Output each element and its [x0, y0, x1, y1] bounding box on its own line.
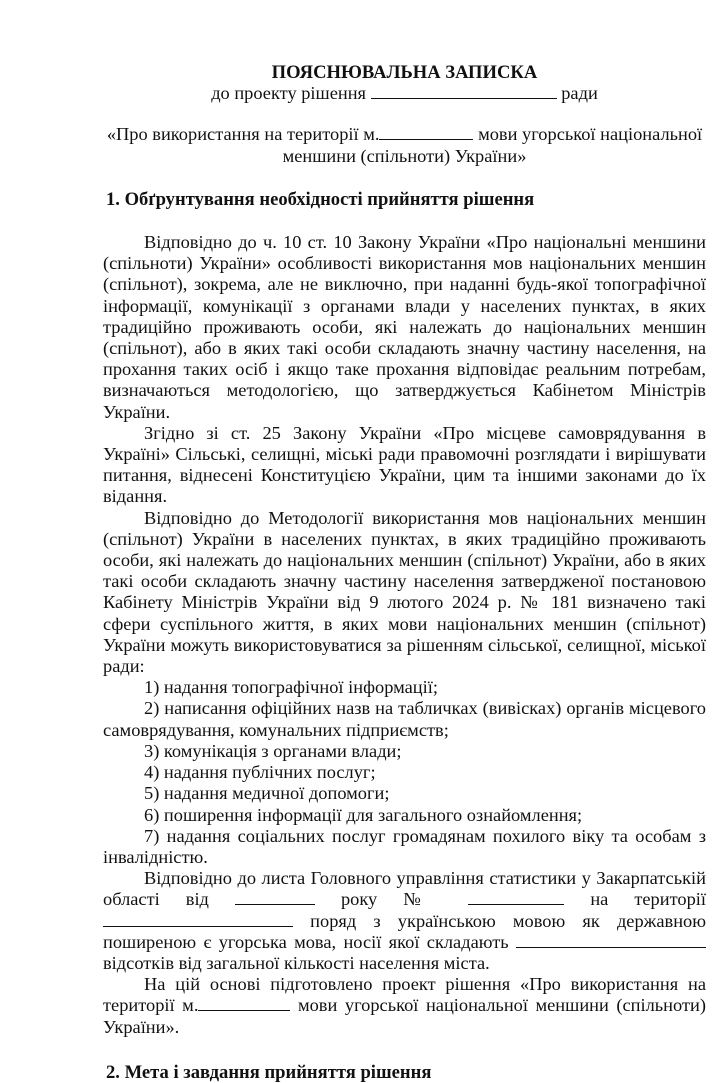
section1-heading: 1. Обґрунтування необхідності прийняття рішення — [106, 188, 535, 210]
final-text-2: мови угорської національної меншини (спільноти) України». — [103, 995, 706, 1037]
final-paragraph — [103, 974, 706, 1038]
document-subject — [103, 124, 706, 166]
paragraph: Відповідно до Методології використання мов національних меншин (спільнот) України в населених пунктах, в яких традиційно проживають особи, які належать до національних меншин (спільнот) України, або в яких такі особи складають значну частину населення затвердженої постановою Кабінету Міністрів України від 9 лютого 2024 р. № 181 визначено такі сфери суспільного життя, в яких мови національних меншин (спільнот) України можуть використовуватися за рішенням сільської, селищної, міської ради: — [103, 507, 706, 677]
document-subtitle — [103, 83, 706, 104]
list-item: 2) написання офіційних назв на табличках (вивісках) органів місцевого самоврядування, комунальних підприємств; — [103, 698, 706, 740]
city-blank-2 — [198, 995, 290, 1011]
council-blank — [371, 83, 557, 99]
subtitle-before: до проекту рішення — [211, 83, 367, 104]
paragraph: Відповідно до ч. 10 ст. 10 Закону України «Про національні меншини (спільноти) України» особливості використання мов національних меншин (спільнот), зокрема, але не виключно, при наданні будь-якої топографічної інформації, комунікації з органами влади у населених пунктах, в яких традиційно проживають особи, які належать до національних меншин (спільнот), або в яких такі особи складають значну частину населення, на прохання таких осіб і якщо таке прохання відповідає реальним потребам, визначаються методологією, що затверджується Кабінетом Міністрів України. — [103, 232, 706, 422]
stat-text-4: поряд з українською мовою як державною поширеною є угорська мова, носії якої складають — [103, 910, 706, 952]
stat-text-5: відсотків від загальної кількості населення міста. — [103, 952, 490, 973]
number-blank — [468, 889, 564, 905]
document-page — [103, 62, 706, 1083]
list-item: 7) надання соціальних послуг громадянам похилого віку та особам з інвалідністю. — [103, 825, 706, 867]
list-item: 6) поширення інформації для загального ознайомлення; — [144, 804, 583, 825]
section1-body — [103, 232, 706, 1038]
subject-before: «Про використання на території м. — [106, 124, 380, 145]
stat-text-2: року № — [340, 889, 443, 910]
percent-blank — [516, 932, 706, 948]
stat-text-3: на території — [590, 889, 706, 910]
territory-blank — [103, 911, 293, 927]
date-blank — [235, 889, 315, 905]
list-item: 4) надання публічних послуг; — [144, 762, 376, 783]
list-item: 5) надання медичної допомоги; — [144, 783, 390, 804]
final-text-1: На цій основі підготовлено проект рішення «Про використання на території м. — [103, 974, 706, 1016]
subject-after: мови угорської національної меншини (спільноти) України» — [282, 124, 703, 166]
paragraph: Згідно зі ст. 25 Закону України «Про місцеве самоврядування в Україні» Сільські, селищні, міські ради правомочні розглядати і вирішувати питання, віднесені Конституцією України, цим та іншими законами до їх відання. — [103, 422, 706, 507]
list-item: 1) надання топографічної інформації; — [144, 677, 438, 698]
city-blank — [379, 124, 473, 140]
statistics-paragraph — [103, 868, 706, 974]
subtitle-after: ради — [561, 83, 598, 104]
section2-heading: 2. Мета і завдання прийняття рішення — [106, 1061, 432, 1083]
document-title: ПОЯСНЮВАЛЬНА ЗАПИСКА — [271, 62, 538, 83]
list-item: 3) комунікація з органами влади; — [144, 740, 402, 761]
stat-text-1: Відповідно до листа Головного управління статистики у Закарпатській області від — [103, 868, 706, 910]
